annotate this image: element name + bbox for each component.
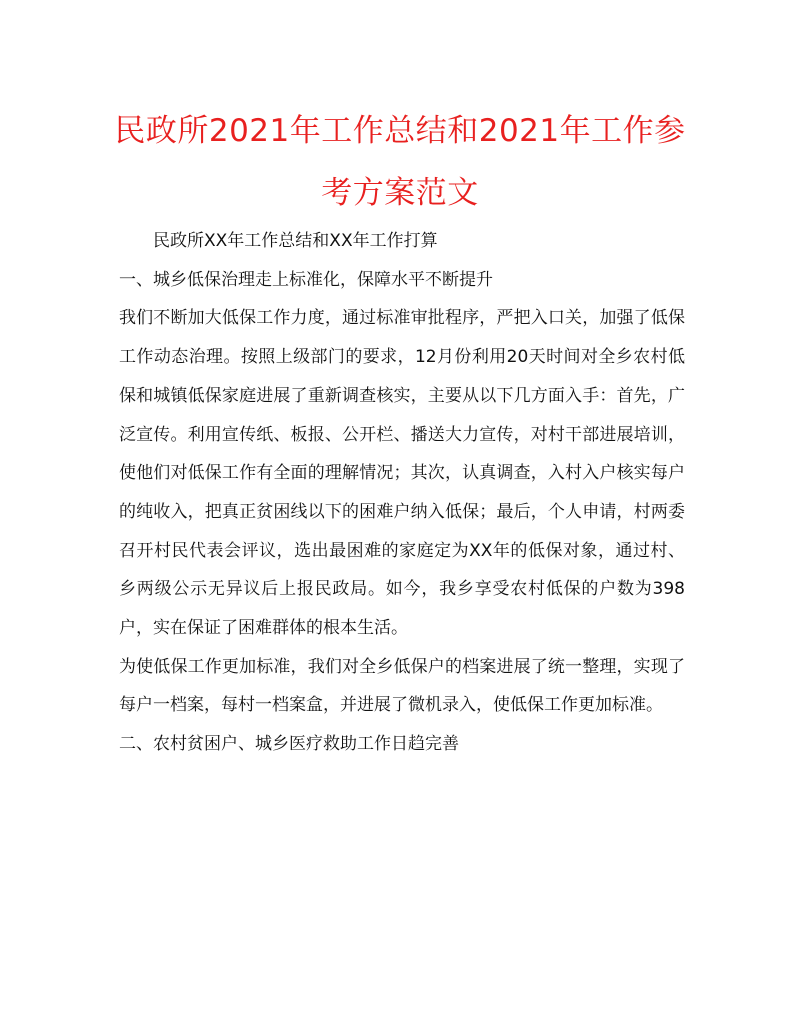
section-heading-2: 二、农村贫困户、城乡医疗救助工作日趋完善 [119,734,459,755]
document-body [119,222,685,764]
paragraph-2: 为使低保工作更加标准，我们对全乡低保户的档案进展了统一整理，实现了每户一档案，每村一档案盒，并进展了微机录入，使低保工作更加标准。 [119,656,685,716]
document-subtitle: 民政所XX年工作总结和XX年工作打算 [153,231,438,251]
section-heading-1: 一、城乡低保治理走上标准化，保障水平不断提升 [119,269,493,290]
document-title: 民政所2021年工作总结和2021年工作参考方案范文 [114,113,686,211]
paragraph-1: 我们不断加大低保工作力度，通过标准审批程序，严把入口关，加强了低保工作动态治理。按照上级部门的要求，12月份利用20天时间对全乡农村低保和城镇低保家庭进展了重新调查核实，主要从以下几方面入手：首先，广泛宣传。利用宣传纸、板报、公开栏、播送大力宣传，对村干部进展培训，使他们对低保工作有全面的理解情况；其次，认真调查，入村入户核实每户的纯收入，把真正贫困线以下的困难户纳入低保；最后，个人申请，村两委召开村民代表会评议，选出最困难的家庭定为XX年的低保对象，通过村、乡两级公示无异议后上报民政局。如今，我乡享受农村低保的户数为398户，实在保证了困难群体的根本生活。 [119,308,685,639]
